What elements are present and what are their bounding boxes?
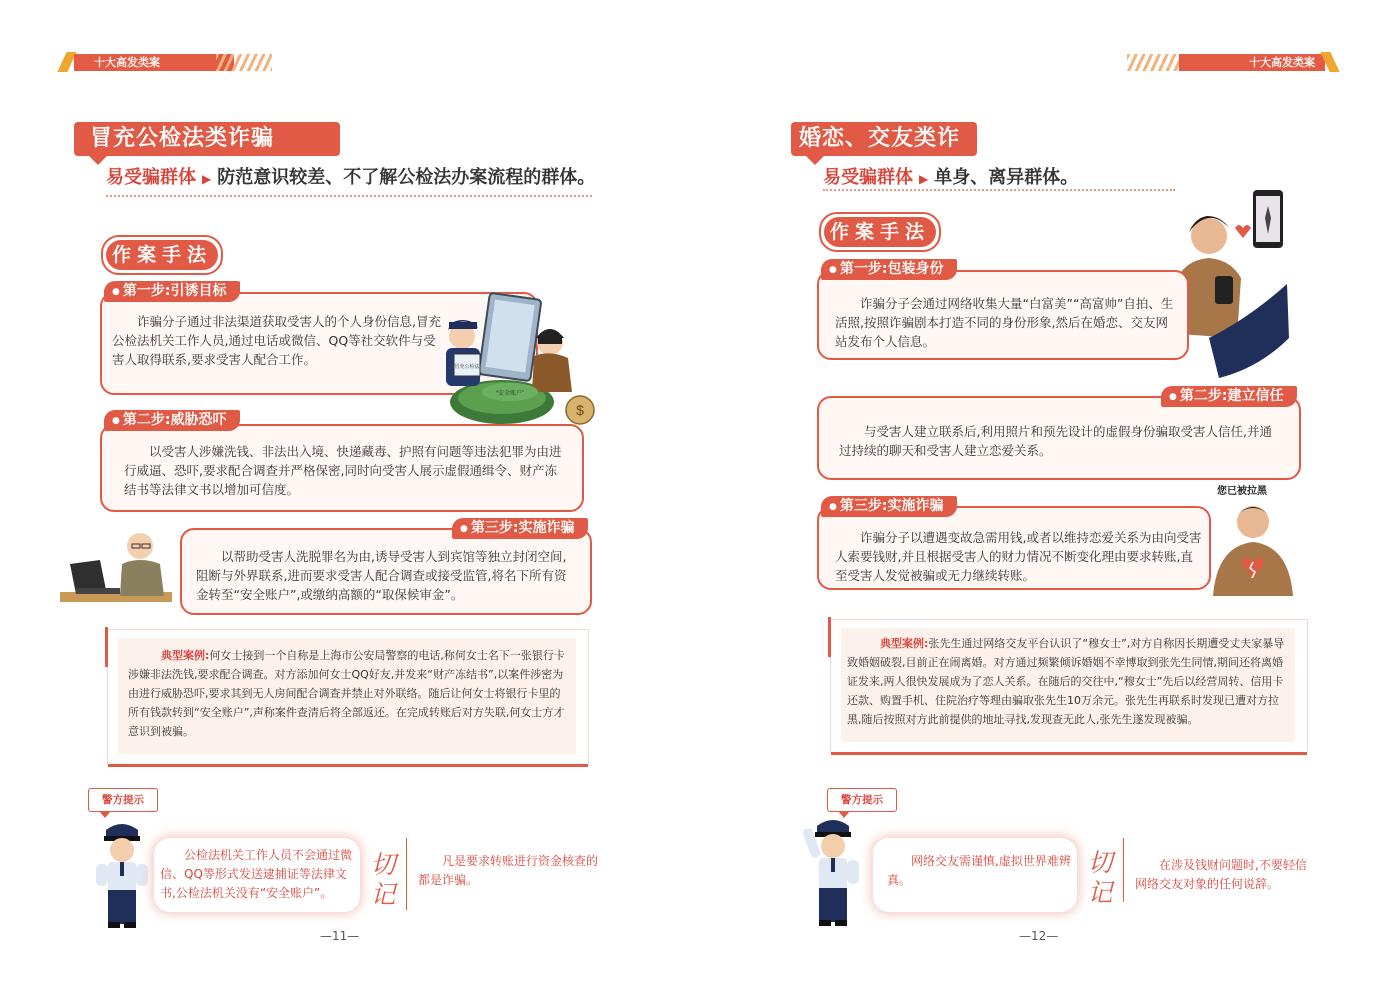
step-1-label: ● 第一步:引诱目标 (104, 281, 240, 302)
vulnerable-group (823, 163, 1078, 189)
step-2-box (100, 424, 584, 512)
triangle-icon: ▶ (202, 172, 212, 186)
police-tip-bubble (154, 838, 360, 912)
step-3-label: ● 第三步:实施诈骗 (452, 518, 588, 539)
page-number: —11— (320, 929, 360, 943)
qieji-mark: 切 记 (1087, 848, 1113, 907)
police-thief-illustration (440, 292, 600, 428)
heartbroken-man-illustration (1207, 496, 1299, 600)
reminder-note-text: 在涉及钱财问题时,不要轻信网络交友对象的任何说辞。 (1135, 858, 1307, 891)
step-3-text: 以帮助受害人洗脱罪名为由,诱导受害人到宾馆等独立封闭空间,阻断与外界联系,进而要求受害人配合调查或接受监管,将名下所有资金转至“安全账户”,或缴纳高额的“取保候审金”。 (196, 549, 567, 602)
vulnerable-group-label: 易受骗群体 (106, 167, 196, 188)
vulnerable-group-text: 单身、离异群体。 (934, 167, 1079, 188)
police-tip-bubble (873, 838, 1077, 912)
typical-case-label: 典型案例: (161, 649, 210, 662)
svg-text:$: $ (576, 402, 584, 418)
vulnerable-group-label: 易受骗群体 (823, 167, 913, 188)
qieji-mark: 切 记 (370, 850, 396, 909)
impersonation-badge-text: 冒充公检法 (454, 364, 480, 370)
qieji-divider (1123, 838, 1124, 902)
police-tip-label: 警方提示 (827, 788, 897, 812)
divider (823, 189, 1175, 191)
reminder-note (1135, 856, 1313, 894)
saluting-police-officer-illustration (803, 814, 863, 930)
police-tip-text: 网络交友需谨慎,虚拟世界难辨真。 (887, 854, 1071, 887)
step-2-text: 以受害人涉嫌洗钱、非法出入境、快递藏毒、护照有问题等违法犯罪为由进行威逼、恐吓,要求配合调查并严格保密,同时向受害人展示虚假通缉令、财产冻结书等法律文书以增加可信度。 (124, 444, 562, 497)
step-2-text: 与受害人建立联系后,利用照片和预先设计的虚假身份骗取受害人信任,并通过持续的聊天和受害人建立恋爱关系。 (839, 424, 1272, 458)
police-tip-text: 公检法机关工作人员不会通过微信、QQ等形式发送逮捕证等法律文书,公检法机关没有“安全账户”。 (160, 848, 353, 900)
header-label: 十大高发类案 (94, 56, 160, 69)
step-1-box (817, 270, 1189, 360)
section-title: 婚恋、交友类诈骗 (791, 122, 977, 156)
method-title: 作案手法 (819, 212, 941, 252)
step-2-label: ● 第二步:建立信任 (1161, 386, 1297, 407)
step-1-label: ● 第一步:包装身份 (821, 259, 957, 280)
typical-case-box (831, 620, 1307, 752)
header-stripes (1127, 54, 1179, 71)
elderly-man-computer-illustration (56, 524, 180, 608)
section-title: 冒充公检法类诈骗 (74, 122, 340, 156)
vulnerable-group-text: 防范意识较差、不了解公检法办案流程的群体。 (217, 167, 596, 188)
header-label: 十大高发类案 (1249, 56, 1315, 69)
method-title: 作案手法 (101, 235, 223, 275)
step-2-label: ● 第二步:威胁恐吓 (104, 410, 240, 431)
reminder-note-text: 凡是要求转账进行资金核查的都是诈骗。 (418, 854, 599, 887)
step-3-text: 诈骗分子以遭遇变故急需用钱,或者以维持恋爱关系为由向受害人索要钱财,并且根据受害人的财力情况不断变化理由要求转账,直至受害人发觉被骗或无力继续转账。 (835, 530, 1202, 583)
reminder-note (418, 852, 598, 890)
header-ribbon (74, 54, 234, 71)
typical-case-text: 典型案例:何女士接到一个自称是上海市公安局警察的电话,称何女士名下一张银行卡涉嫌非法洗钱,要求配合调查。对方添加何女士QQ好友,并发来“财产冻结书”,以案件涉密为由进行威胁恐吓,要求其到无人房间配合调查并禁止对外联络。随后让何女士将银行卡里的所有钱款转到“安全账户”,声称案件查清后将全部返还。在完成转账后对方失联,何女士方才意识到被骗。 (128, 649, 565, 738)
police-officer-illustration (92, 818, 152, 930)
step-3-box (817, 506, 1211, 590)
typical-case-label: 典型案例: (880, 637, 929, 650)
step-3-box (180, 528, 592, 615)
header-ribbon (1179, 54, 1325, 71)
step-1-text: 诈骗分子通过非法渠道获取受害人的个人身份信息,冒充公检法机关工作人员,通过电话或微信、QQ等社交软件与受害人取得联系,要求受害人配合工作。 (112, 314, 441, 367)
typical-case-box (108, 630, 588, 764)
safe-account-bag-text: “安全账户” (496, 391, 524, 397)
blocked-caption: 您已被拉黑 (1217, 486, 1267, 497)
triangle-icon: ▶ (919, 172, 929, 186)
typical-case-text: 典型案例:张先生通过网络交友平台认识了“穆女士”,对方自称因长期遭受丈夫家暴导致婚姻破裂,目前正在闹离婚。对方通过频繁倾诉婚姻不幸博取到张先生同情,期间还将离婚证发来,两人很快发展成为了恋人关系。在随后的交往中,“穆女士”先后以经营周转、信用卡还款、购置手机、住院治疗等理由骗取张先生10万余元。张先生再联系时发现已遭对方拉黑,随后按照对方此前提供的地址寻找,发现查无此人,张先生遂发现被骗。 (847, 637, 1285, 726)
page-number: —12— (1019, 929, 1059, 943)
header-stripes (216, 54, 272, 71)
police-tip-label: 警方提示 (88, 788, 158, 812)
qieji-divider (406, 838, 407, 910)
step-3-label: ● 第三步:实施诈骗 (821, 496, 957, 517)
step-1-text: 诈骗分子会通过网络收集大量“白富美”“高富帅”自拍、生活照,按照诈骗剧本打造不同的身份形象,然后在婚恋、交友网站发布个人信息。 (835, 296, 1174, 349)
step-2-box (817, 396, 1301, 480)
divider (106, 195, 592, 197)
vulnerable-group (106, 163, 595, 189)
right-page (699, 0, 1398, 983)
